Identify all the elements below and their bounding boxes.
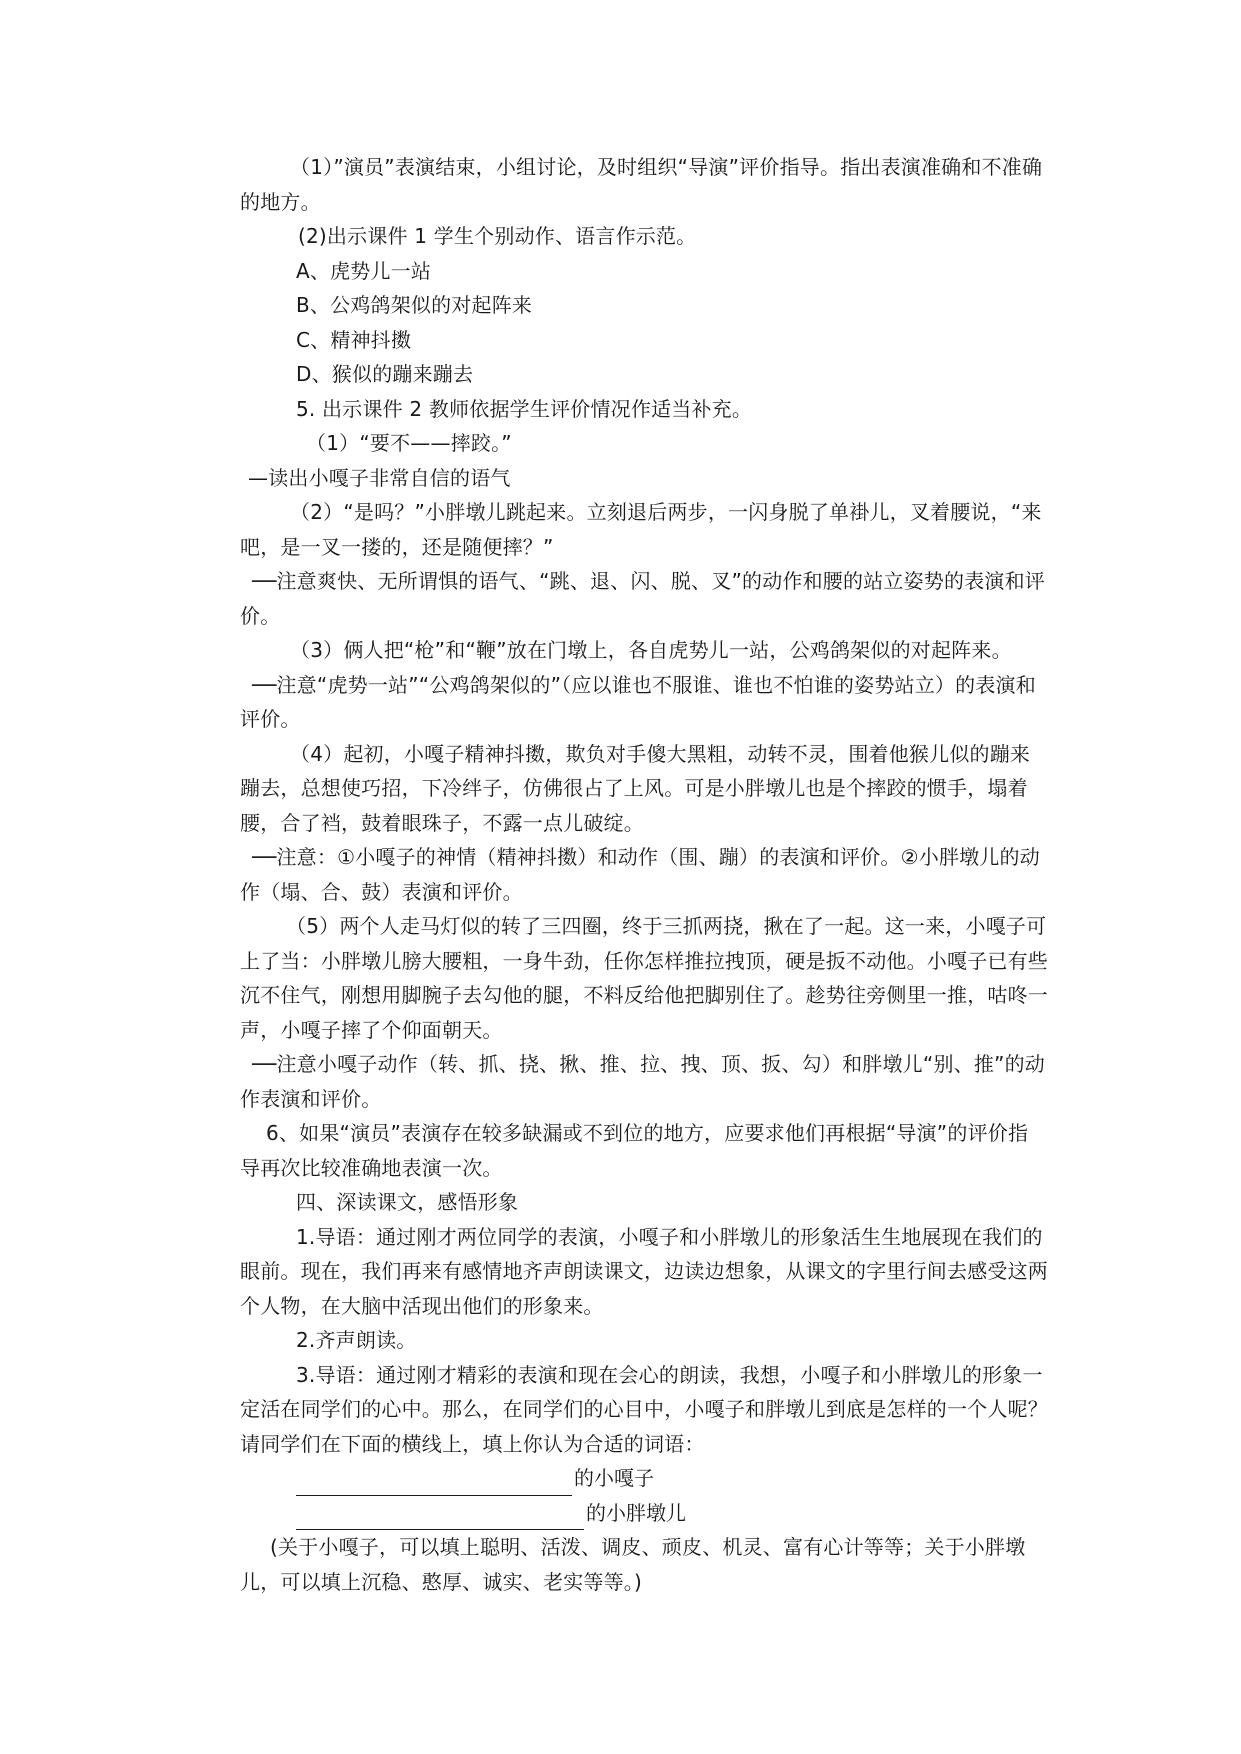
answer-blank[interactable] xyxy=(296,1507,584,1530)
paragraph: (2)出示课件 1 学生个别动作、语言作示范。 xyxy=(298,224,697,248)
fill-in-blank-row xyxy=(296,1496,1048,1531)
paragraph: （1）”演员”表演结束，小组讨论，及时组织“导演”评价指导。指出表演准确和不准确的地方。 xyxy=(240,155,1043,214)
paragraph: 3.导语：通过刚才精彩的表演和现在会心的朗读，我想，小嘎子和小胖墩儿的形象一定活在同学们的心中。那么，在同学们的心目中，小嘎子和胖墩儿到底是怎样的一个人呢？请同学们在下面的横线上，填上你认为合适的词语： xyxy=(240,1362,1048,1456)
blank-suffix: 的小嘎子 xyxy=(574,1466,654,1490)
section-heading: 四、深读课文，感悟形象 xyxy=(296,1190,519,1214)
fill-in-blank-row xyxy=(296,1461,1048,1496)
paragraph: （2）“是吗？”小胖墩儿跳起来。立刻退后两步，一闪身脱了单褂儿，叉着腰说，“来吧，是一叉一搂的，还是随便摔？” xyxy=(240,500,1042,559)
paragraph: 2.齐声朗读。 xyxy=(296,1328,417,1352)
document-body xyxy=(240,150,1048,1599)
paragraph: （1）“要不——摔跤。” xyxy=(306,431,512,455)
paragraph: 1.导语：通过刚才两位同学的表演，小嘎子和小胖墩儿的形象活生生地展现在我们的眼前。现在，我们再来有感情地齐声朗读课文，边读边想象，从课文的字里行间去感受这两个人物，在大脑中活现出他们的形象来。 xyxy=(240,1224,1048,1318)
note: ──注意“虎势一站”“公鸡鸽架似的”（应以谁也不服谁、谁也不怕谁的姿势站立）的表演和评价。 xyxy=(240,672,1036,731)
note: ──注意小嘎子动作（转、抓、挠、揪、推、拉、拽、顶、扳、勾）和胖墩儿“别、推”的动作表演和评价。 xyxy=(240,1052,1046,1111)
paragraph: （3）俩人把“枪”和“鞭”放在门墩上，各自虎势儿一站，公鸡鸽架似的对起阵来。 xyxy=(290,638,1012,662)
paragraph: 6、如果“演员”表演存在较多缺漏或不到位的地方，应要求他们再根据“导演”的评价指导再次比较准确地表演一次。 xyxy=(240,1121,1029,1180)
paragraph: （4）起初，小嘎子精神抖擞，欺负对手傻大黑粗，动转不灵，围着他猴儿似的蹦来蹦去，总想使巧招，下冷绊子，仿佛很占了上风。可是小胖墩儿也是个摔跤的惯手，塌着腰，合了裆，鼓着眼珠子，不露一点儿破绽。 xyxy=(240,741,1031,835)
note: ──注意爽快、无所谓惧的语气、“跳、退、闪、脱、叉”的动作和腰的站立姿势的表演和评价。 xyxy=(240,569,1046,628)
paragraph: —读出小嘎子非常自信的语气 xyxy=(248,465,511,490)
paragraph: （5）两个人走马灯似的转了三四圈，终于三抓两挠，揪在了一起。这一来，小嘎子可上了当：小胖墩儿膀大腰粗，一身牛劲，任你怎样推拉拽顶，硬是扳不动他。小嘎子已有些沉不住气，刚想用脚腕子去勾他的腿，不料反给他把脚别住了。趁势往旁侧里一推，咕咚一声，小嘎子摔了个仰面朝天。 xyxy=(240,914,1048,1042)
list-item: A、虎势儿一站 xyxy=(296,258,432,283)
list-item: C、精神抖擞 xyxy=(296,327,412,352)
list-item: D、猴似的蹦来蹦去 xyxy=(296,362,474,386)
note: ──注意：①小嘎子的神情（精神抖擞）和动作（围、蹦）的表演和评价。②小胖墩儿的动作（塌、合、鼓）表演和评价。 xyxy=(240,845,1040,904)
paragraph: 5. 出示课件 2 教师依据学生评价情况作适当补充。 xyxy=(296,396,753,421)
list-item: B、公鸡鸽架似的对起阵来 xyxy=(296,293,533,317)
blank-suffix: 的小胖墩儿 xyxy=(586,1500,686,1525)
closing-note: (关于小嘎子，可以填上聪明、活泼、调皮、顽皮、机灵、富有心计等等；关于小胖墩儿，可以填上沉稳、憨厚、诚实、老实等等。) xyxy=(240,1535,1026,1594)
answer-blank[interactable] xyxy=(296,1473,572,1496)
